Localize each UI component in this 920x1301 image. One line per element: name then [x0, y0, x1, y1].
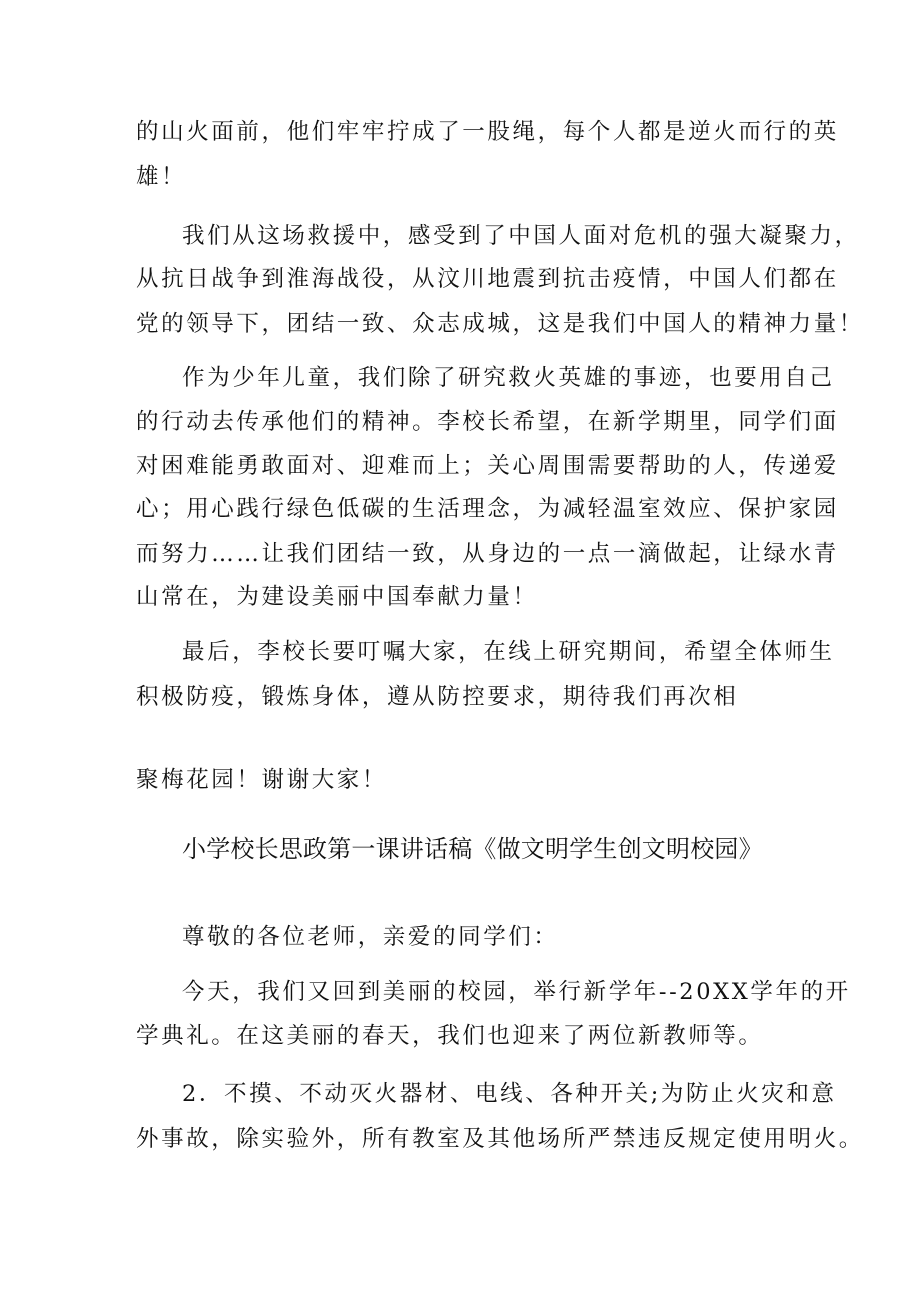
paragraph-line: 心；用心践行绿色低碳的生活理念，为减轻温室效应、保护家园 [136, 496, 839, 522]
paragraph-line: 2．不摸、不动灭火器材、电线、各种开关;为防止火灾和意 [182, 1081, 837, 1107]
paragraph-line: 而努力……让我们团结一致，从身边的一点一滴做起，让绿水青 [136, 541, 839, 567]
salutation-line: 尊敬的各位老师，亲爱的同学们： [182, 924, 559, 950]
paragraph-line: 的行动去传承他们的精神。李校长希望，在新学期里，同学们面 [136, 409, 839, 435]
paragraph-line: 外事故，除实验外，所有教室及其他场所严禁违反规定使用明火。 [136, 1126, 864, 1152]
paragraph-line: 的山火面前，他们牢牢拧成了一股绳，每个人都是逆火而行的英 [136, 119, 839, 145]
paragraph-line: 今天，我们又回到美丽的校园，举行新学年--20XX学年的开 [182, 979, 851, 1005]
paragraph-line: 党的领导下，团结一致、众志成城，这是我们中国人的精神力量！ [136, 311, 864, 337]
paragraph-line: 雄！ [136, 164, 187, 190]
paragraph-line: 山常在，为建设美丽中国奉献力量！ [136, 584, 538, 610]
paragraph-line: 学典礼。在这美丽的春天，我们也迎来了两位新教师等。 [136, 1023, 764, 1049]
section-heading: 小学校长思政第一课讲话稿《做文明学生创文明校园》 [182, 835, 763, 863]
paragraph-line: 聚梅花园！谢谢大家！ [136, 767, 388, 793]
paragraph-line: 我们从这场救援中，感受到了中国人面对危机的强大凝聚力， [182, 223, 860, 249]
paragraph-line: 积极防疫，锻炼身体，遵从防控要求，期待我们再次相 [136, 684, 739, 710]
paragraph-line: 对困难能勇敢面对、迎难而上；关心周围需要帮助的人，传递爱 [136, 453, 839, 479]
paragraph-line: 最后，李校长要叮嘱大家，在线上研究期间，希望全体师生 [182, 639, 835, 665]
paragraph-line: 从抗日战争到淮海战役，从汶川地震到抗击疫情，中国人们都在 [136, 266, 839, 292]
paragraph-line: 作为少年儿童，我们除了研究救火英雄的事迹，也要用自己 [182, 365, 835, 391]
